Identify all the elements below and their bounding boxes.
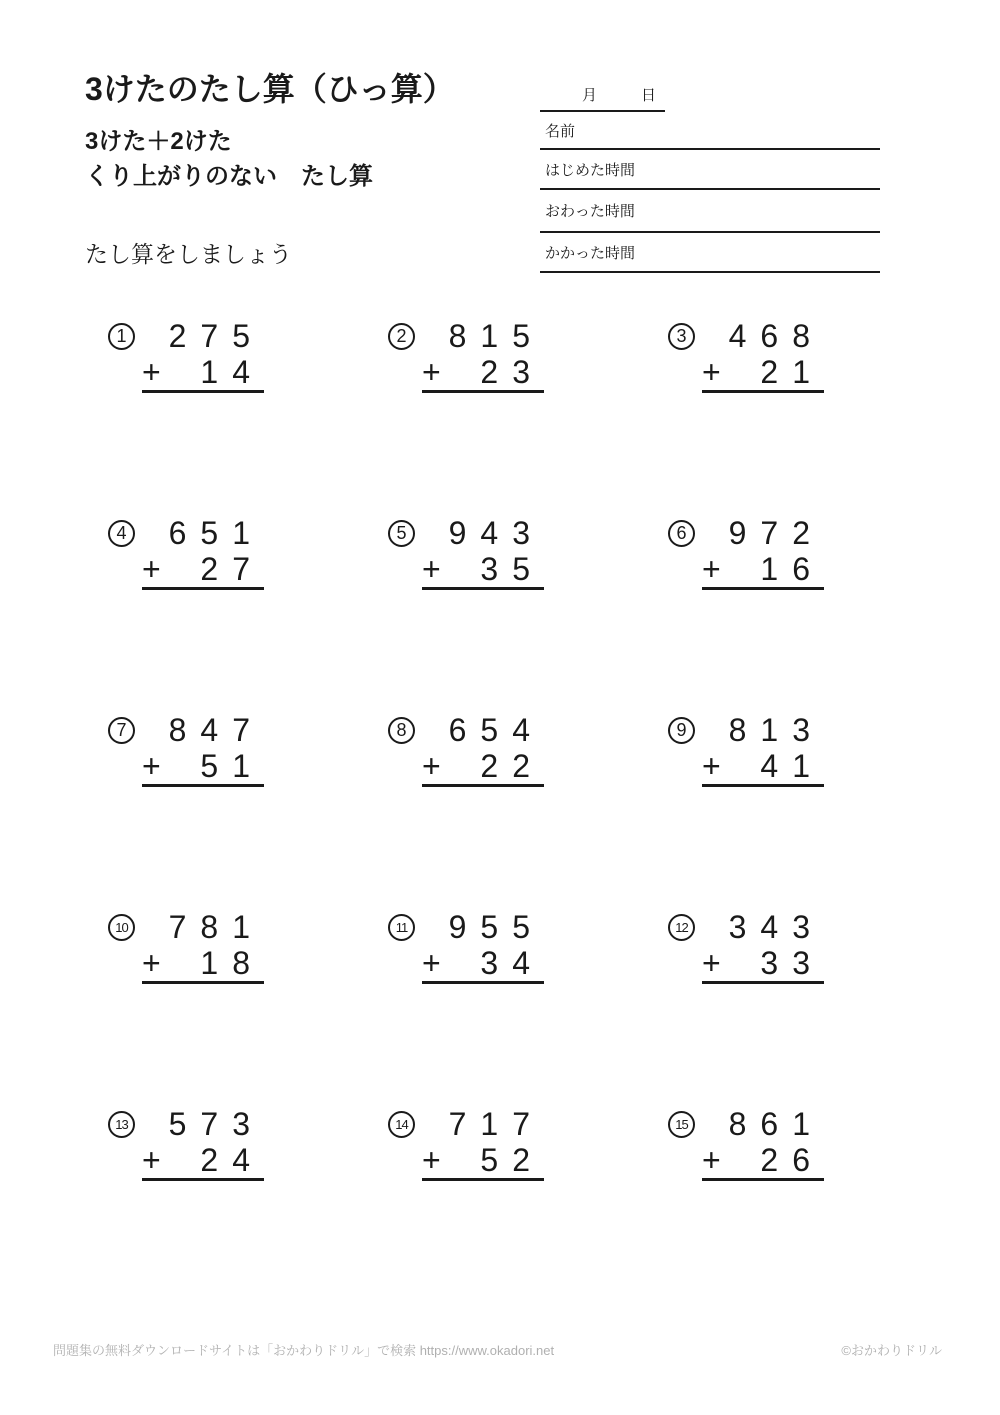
top-operand: 573: [168, 1106, 264, 1142]
problem-8: [388, 712, 544, 909]
day-label: 日: [641, 86, 657, 104]
answer-line: [422, 981, 544, 984]
top-operand: 781: [168, 909, 264, 945]
start-time-label: はじめた時間: [545, 161, 636, 179]
date-field: [540, 78, 665, 112]
bottom-operand: 16: [760, 551, 824, 587]
answer-line: [142, 587, 264, 590]
bottom-operand: 14: [200, 354, 264, 390]
plus-operator: +: [142, 1142, 161, 1178]
problem-number-badge: 9: [668, 717, 695, 744]
answer-line: [702, 587, 824, 590]
answer-line: [142, 390, 264, 393]
bottom-operand: 27: [200, 551, 264, 587]
top-operand: 813: [728, 712, 824, 748]
plus-operator: +: [142, 945, 161, 981]
answer-line: [142, 981, 264, 984]
footer-copyright: ©おかわりドリル: [841, 1343, 942, 1358]
top-operand: 717: [448, 1106, 544, 1142]
plus-operator: +: [422, 551, 441, 587]
top-operand: 861: [728, 1106, 824, 1142]
top-operand: 955: [448, 909, 544, 945]
answer-line: [422, 587, 544, 590]
problem-9: [668, 712, 824, 909]
problem-number-badge: 7: [108, 717, 135, 744]
elapsed-time-field: [540, 233, 880, 273]
problem-number-badge: 8: [388, 717, 415, 744]
problem-number-badge: 6: [668, 520, 695, 547]
answer-line: [702, 1178, 824, 1181]
plus-operator: +: [422, 945, 441, 981]
problem-number-badge: 11: [388, 914, 415, 941]
end-time-label: おわった時間: [545, 203, 635, 220]
bottom-operand: 52: [480, 1142, 544, 1178]
problem-5: [388, 515, 544, 712]
footer-site-info: 問題集の無料ダウンロードサイトは「おかわりドリル」で検索 https://www.okadori.net: [53, 1343, 555, 1358]
problem-number-badge: 12: [668, 914, 695, 941]
plus-operator: +: [702, 1142, 721, 1178]
problem-7: [108, 712, 264, 909]
plus-operator: +: [702, 748, 721, 784]
page-title: 3けたのたし算（ひっ算）: [85, 71, 455, 107]
bottom-operand: 22: [480, 748, 544, 784]
top-operand: 847: [168, 712, 264, 748]
problem-1: [108, 318, 264, 515]
answer-line: [422, 1178, 544, 1181]
answer-line: [702, 981, 824, 984]
answer-line: [702, 390, 824, 393]
problem-6: [668, 515, 824, 712]
bottom-operand: 23: [480, 354, 544, 390]
plus-operator: +: [422, 354, 441, 390]
problem-number-badge: 1: [108, 323, 135, 350]
subtitle-no-carry: くり上がりのない たし算: [85, 163, 373, 190]
problem-number-badge: 10: [108, 914, 135, 941]
elapsed-time-label: かかった時間: [545, 244, 636, 262]
subtitle-digits: 3けた＋2けた: [85, 128, 232, 155]
bottom-operand: 18: [200, 945, 264, 981]
problems-grid: [108, 318, 824, 1303]
end-time-field: [540, 190, 880, 233]
answer-line: [142, 784, 264, 787]
top-operand: 651: [168, 515, 264, 551]
bottom-operand: 33: [760, 945, 824, 981]
problem-15: [668, 1106, 824, 1303]
problem-11: [388, 909, 544, 1106]
plus-operator: +: [142, 354, 161, 390]
problem-12: [668, 909, 824, 1106]
problem-13: [108, 1106, 264, 1303]
bottom-operand: 35: [480, 551, 544, 587]
top-operand: 343: [728, 909, 824, 945]
top-operand: 275: [168, 318, 264, 354]
bottom-operand: 34: [480, 945, 544, 981]
top-operand: 468: [728, 318, 824, 354]
answer-line: [702, 784, 824, 787]
month-label: 月: [582, 86, 598, 104]
bottom-operand: 51: [200, 748, 264, 784]
bottom-operand: 21: [760, 354, 824, 390]
plus-operator: +: [422, 1142, 441, 1178]
bottom-operand: 24: [200, 1142, 264, 1178]
problem-4: [108, 515, 264, 712]
plus-operator: +: [702, 551, 721, 587]
plus-operator: +: [702, 354, 721, 390]
problem-number-badge: 4: [108, 520, 135, 547]
bottom-operand: 41: [760, 748, 824, 784]
top-operand: 943: [448, 515, 544, 551]
problem-number-badge: 14: [388, 1111, 415, 1138]
problem-10: [108, 909, 264, 1106]
problem-number-badge: 5: [388, 520, 415, 547]
plus-operator: +: [142, 551, 161, 587]
answer-line: [422, 390, 544, 393]
start-time-field: [540, 150, 880, 190]
problem-number-badge: 13: [108, 1111, 135, 1138]
plus-operator: +: [702, 945, 721, 981]
problem-14: [388, 1106, 544, 1303]
plus-operator: +: [142, 748, 161, 784]
instruction-text: たし算をしましょう: [85, 241, 292, 267]
bottom-operand: 26: [760, 1142, 824, 1178]
name-field: [540, 112, 880, 150]
plus-operator: +: [422, 748, 441, 784]
answer-line: [142, 1178, 264, 1181]
info-form: [540, 78, 880, 273]
top-operand: 654: [448, 712, 544, 748]
problem-number-badge: 3: [668, 323, 695, 350]
answer-line: [422, 784, 544, 787]
problem-2: [388, 318, 544, 515]
name-label: 名前: [545, 122, 576, 140]
problem-3: [668, 318, 824, 515]
problem-number-badge: 2: [388, 323, 415, 350]
problem-number-badge: 15: [668, 1111, 695, 1138]
top-operand: 815: [448, 318, 544, 354]
top-operand: 972: [728, 515, 824, 551]
